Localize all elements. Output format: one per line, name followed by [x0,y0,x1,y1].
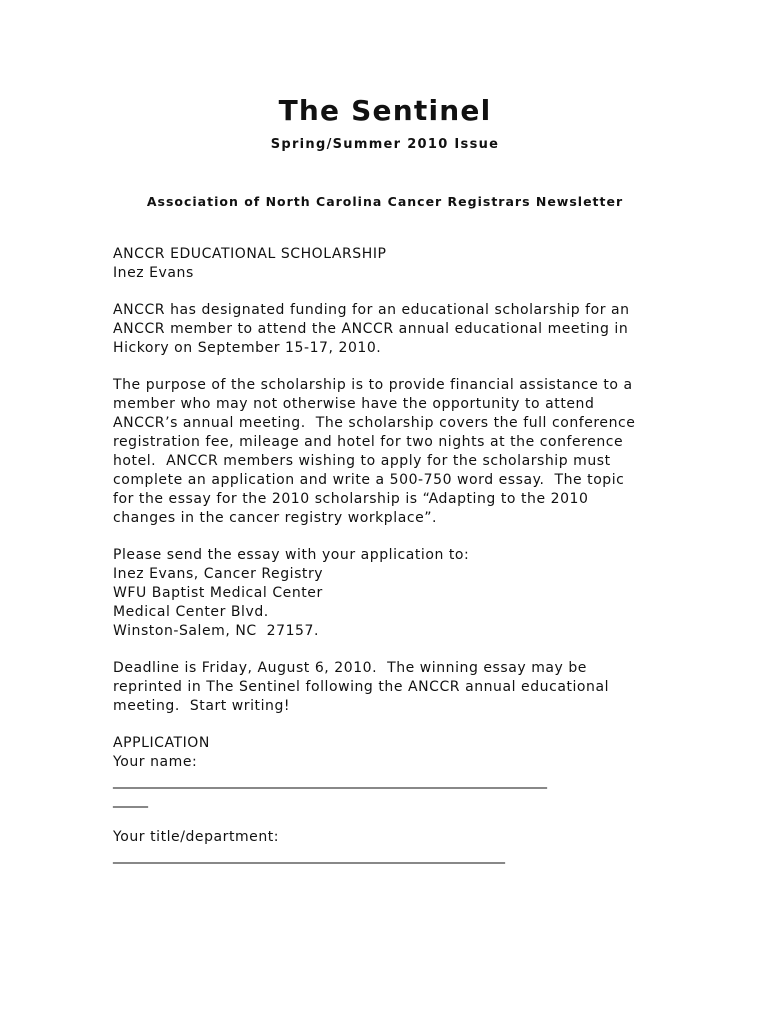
address-line: Inez Evans, Cancer Registry [113,566,324,582]
paragraph-funding [113,301,673,358]
paragraph-line: member who may not otherwise have the opportunity to attend [113,396,595,412]
paragraph-mailing-address [113,546,673,641]
application-form-name [113,734,673,810]
issue-subtitle: Spring/Summer 2010 Issue [270,137,500,152]
name-label: Your name: [113,754,198,770]
paragraph-line: meeting. Start writing! [113,698,291,714]
paragraph-line: hotel. ANCCR members wishing to apply for the scholarship must [113,453,611,469]
address-line: Medical Center Blvd. [113,604,269,620]
application-heading: APPLICATION [113,735,210,751]
organization-name: Association of North Carolina Cancer Registrars Newsletter [146,194,624,209]
name-blank-line[interactable]: ______________________________________________________________ [113,773,547,789]
article-body [113,245,673,884]
paragraph-line: ANCCR’s annual meeting. The scholarship covers the full conference [113,415,636,431]
title-department-label: Your title/department: [113,829,280,845]
paragraph-purpose [113,376,673,528]
paragraph-line: Please send the essay with your application to: [113,547,470,563]
name-blank-line-continued[interactable]: _____ [113,792,148,808]
paragraph-line: The purpose of the scholarship is to provide financial assistance to a [113,377,633,393]
title-department-blank-line[interactable]: ________________________________________________________ [113,848,505,864]
paragraph-line: ANCCR member to attend the ANCCR annual educational meeting in [113,321,629,337]
newsletter-title: The Sentinel [278,94,492,127]
paragraph-line: Deadline is Friday, August 6, 2010. The winning essay may be [113,660,587,676]
paragraph-line: changes in the cancer registry workplace”. [113,510,438,526]
article-header [113,245,673,283]
paragraph-deadline [113,659,673,716]
paragraph-line: complete an application and write a 500-750 word essay. The topic [113,472,625,488]
application-form-title [113,828,673,866]
address-line: Winston-Salem, NC 27157. [113,623,319,639]
address-line: WFU Baptist Medical Center [113,585,323,601]
paragraph-line: ANCCR has designated funding for an educational scholarship for an [113,302,630,318]
paragraph-line: registration fee, mileage and hotel for two nights at the conference [113,434,624,450]
paragraph-line: Hickory on September 15-17, 2010. [113,340,382,356]
paragraph-line: reprinted in The Sentinel following the ANCCR annual educational [113,679,610,695]
article-heading: ANCCR EDUCATIONAL SCHOLARSHIP [113,246,387,262]
article-author: Inez Evans [113,265,194,281]
paragraph-line: for the essay for the 2010 scholarship is “Adapting to the 2010 [113,491,589,507]
